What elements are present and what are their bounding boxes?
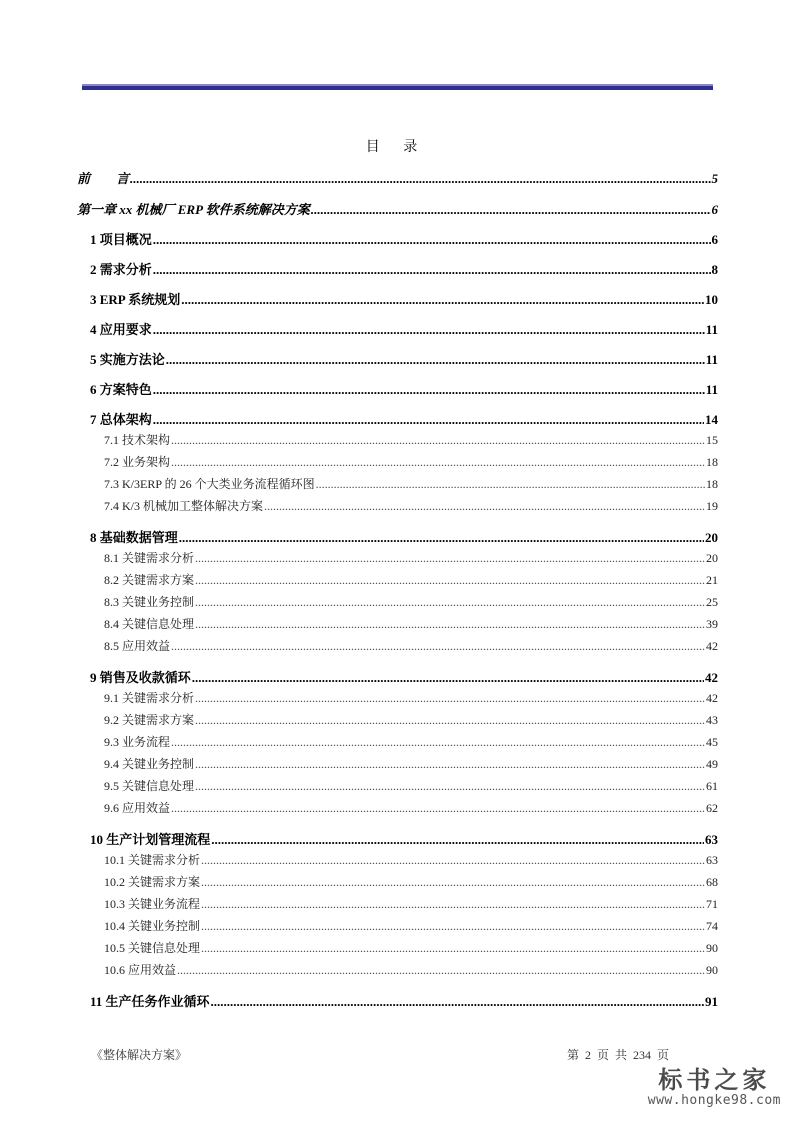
toc-dot-leader xyxy=(195,595,705,610)
footer-page-info: 第 2 页 共 234 页 xyxy=(567,1048,670,1062)
toc-entry[interactable] xyxy=(77,733,718,753)
toc-entry-label: 2 需求分析 xyxy=(90,262,152,277)
toc-entry-page-number: 74 xyxy=(706,919,718,933)
toc-entry-page-number: 15 xyxy=(706,433,718,447)
toc-entry[interactable] xyxy=(77,961,718,981)
toc-entry-label: 7 总体架构 xyxy=(90,412,152,427)
toc-entry-page-number: 14 xyxy=(705,412,718,427)
toc-entry-label: 3 ERP 系统规划 xyxy=(90,292,181,307)
toc-entry[interactable] xyxy=(77,409,718,429)
toc-entry[interactable] xyxy=(77,379,718,399)
toc-entry-label: 8.4 关键信息处理 xyxy=(104,617,195,631)
toc-entry[interactable] xyxy=(77,711,718,731)
toc-entry-label: 1 项目概况 xyxy=(90,232,152,247)
toc-entry[interactable] xyxy=(77,667,718,687)
toc-dot-leader xyxy=(195,573,705,588)
toc-dot-leader xyxy=(201,919,705,934)
toc-entry-label: 8.5 应用效益 xyxy=(104,639,171,653)
toc-entry-label: 8.2 关键需求方案 xyxy=(104,573,195,587)
toc-entry[interactable] xyxy=(77,259,718,279)
toc-dot-leader xyxy=(153,382,705,398)
toc-entry-page-number: 45 xyxy=(706,735,718,749)
toc-entry-page-number: 90 xyxy=(706,941,718,955)
toc-entry-page-number: 25 xyxy=(706,595,718,609)
toc-entry-page-number: 21 xyxy=(706,573,718,587)
toc-entry-label: 8.1 关键需求分析 xyxy=(104,551,195,565)
toc-entry-page-number: 8 xyxy=(711,262,718,277)
toc-dot-leader xyxy=(179,530,704,546)
toc-dot-leader xyxy=(195,617,705,632)
toc-entry-page-number: 11 xyxy=(705,352,718,367)
toc-entry[interactable] xyxy=(77,571,718,591)
toc-entry[interactable] xyxy=(77,349,718,369)
toc-entry-page-number: 5 xyxy=(711,171,718,186)
toc-entry[interactable] xyxy=(77,777,718,797)
toc-dot-leader xyxy=(153,262,711,278)
toc-entry-page-number: 18 xyxy=(706,477,718,491)
toc-entry[interactable] xyxy=(77,475,718,495)
watermark-url: www.hongke98.com xyxy=(647,1093,781,1108)
toc-entry[interactable] xyxy=(77,637,718,657)
toc-dot-leader xyxy=(166,352,705,368)
toc-dot-leader xyxy=(195,551,705,566)
toc-entry-label: 10.1 关键需求分析 xyxy=(104,853,201,867)
toc-dot-leader xyxy=(201,897,705,912)
toc-entry-page-number: 18 xyxy=(706,455,718,469)
toc-dot-leader xyxy=(153,322,705,338)
toc-entry-page-number: 6 xyxy=(711,202,718,217)
toc-entry-label: 8.3 关键业务控制 xyxy=(104,595,195,609)
toc-entry-label: 10.2 关键需求方案 xyxy=(104,875,201,889)
toc-entry-label: 9.1 关键需求分析 xyxy=(104,691,195,705)
toc-dot-leader xyxy=(153,232,711,248)
toc-entry-page-number: 20 xyxy=(705,530,718,545)
toc-entry-page-number: 71 xyxy=(706,897,718,911)
toc-dot-leader xyxy=(192,670,704,686)
toc-entry-page-number: 19 xyxy=(706,499,718,513)
toc-entry-page-number: 39 xyxy=(706,617,718,631)
toc-entry-page-number: 20 xyxy=(706,551,718,565)
toc-entry[interactable] xyxy=(77,615,718,635)
toc-entry[interactable] xyxy=(77,873,718,893)
toc-entry[interactable] xyxy=(77,829,718,849)
toc-entry-page-number: 42 xyxy=(706,691,718,705)
toc-entry-label: 10.3 关键业务流程 xyxy=(104,897,201,911)
toc-entry-label: 7.4 K/3 机械加工整体解决方案 xyxy=(104,499,264,513)
toc-entry-label: 9 销售及收款循环 xyxy=(90,670,191,685)
toc-entry-page-number: 63 xyxy=(706,853,718,867)
toc-entry-page-number: 90 xyxy=(706,963,718,977)
toc-dot-leader xyxy=(201,875,705,890)
toc-entry-label: 5 实施方法论 xyxy=(90,352,165,367)
toc-entry-page-number: 63 xyxy=(705,832,718,847)
toc-entry-page-number: 68 xyxy=(706,875,718,889)
footer-document-name: 《整体解决方案》 xyxy=(91,1048,188,1062)
toc-entry-label: 9.6 应用效益 xyxy=(104,801,171,815)
toc-entry-page-number: 43 xyxy=(706,713,718,727)
toc-entry[interactable] xyxy=(77,527,718,547)
toc-dot-leader xyxy=(201,941,705,956)
toc-entry[interactable] xyxy=(77,851,718,871)
toc-dot-leader xyxy=(195,713,705,728)
toc-entry[interactable] xyxy=(77,497,718,517)
toc-entry[interactable] xyxy=(77,689,718,709)
toc-entry[interactable] xyxy=(77,289,718,309)
toc-entry[interactable] xyxy=(77,431,718,451)
watermark xyxy=(648,1067,781,1109)
toc-dot-leader xyxy=(130,171,710,187)
toc-entry-label: 10.6 应用效益 xyxy=(104,963,177,977)
toc-dot-leader xyxy=(181,292,704,308)
toc-entry[interactable] xyxy=(77,917,718,937)
toc-entry-label: 7.1 技术架构 xyxy=(104,433,171,447)
toc-entry-page-number: 91 xyxy=(705,994,718,1009)
toc-entry-label: 9.5 关键信息处理 xyxy=(104,779,195,793)
toc-entry[interactable] xyxy=(77,229,718,249)
header-rule-dark xyxy=(82,86,713,90)
toc-entry-page-number: 10 xyxy=(705,292,718,307)
toc-entry-label: 10 生产计划管理流程 xyxy=(90,832,211,847)
toc-entry-label: 8 基础数据管理 xyxy=(90,530,178,545)
toc-entry[interactable] xyxy=(77,991,718,1011)
toc-entry-page-number: 62 xyxy=(706,801,718,815)
toc-entry-label: 10.5 关键信息处理 xyxy=(104,941,201,955)
toc-entry[interactable] xyxy=(77,319,718,339)
toc-entry-label: 10.4 关键业务控制 xyxy=(104,919,201,933)
toc-entry-page-number: 49 xyxy=(706,757,718,771)
toc-dot-leader xyxy=(171,801,705,816)
toc-dot-leader xyxy=(195,779,705,794)
toc-entry[interactable] xyxy=(77,939,718,959)
toc-dot-leader xyxy=(171,433,705,448)
toc-entry[interactable] xyxy=(77,799,718,819)
toc-entry-label: 7.3 K/3ERP 的 26 个大类业务流程循环图 xyxy=(104,477,315,491)
toc-dot-leader xyxy=(171,639,705,654)
toc-entry-label: 前 言 xyxy=(77,171,130,186)
toc-dot-leader xyxy=(264,499,705,514)
toc-dot-leader xyxy=(171,735,705,750)
toc-entry-label: 6 方案特色 xyxy=(90,382,152,397)
toc-entry-label: 9.4 关键业务控制 xyxy=(104,757,195,771)
toc-entry-label: 4 应用要求 xyxy=(90,322,152,337)
toc-entry[interactable] xyxy=(77,549,718,569)
toc-dot-leader xyxy=(153,412,704,428)
toc-dot-leader xyxy=(201,853,705,868)
toc-entry[interactable] xyxy=(77,895,718,915)
toc-dot-leader xyxy=(311,202,711,218)
toc-dot-leader xyxy=(195,757,705,772)
toc-entry[interactable] xyxy=(77,168,718,188)
toc-dot-leader xyxy=(211,832,704,848)
toc-dot-leader xyxy=(316,477,705,492)
toc-entry[interactable] xyxy=(77,199,718,219)
toc-dot-leader xyxy=(211,994,704,1010)
toc-entry-label: 11 生产任务作业循环 xyxy=(90,994,210,1009)
toc-entry-page-number: 11 xyxy=(705,322,718,337)
toc-entry-label: 9.2 关键需求方案 xyxy=(104,713,195,727)
toc-dot-leader xyxy=(171,455,705,470)
toc-title: 目 录 xyxy=(365,140,428,155)
toc-entry[interactable] xyxy=(77,755,718,775)
toc-entry-label: 7.2 业务架构 xyxy=(104,455,171,469)
toc-dot-leader xyxy=(195,691,705,706)
toc-entry-label: 第一章 xx 机械厂 ERP 软件系统解决方案 xyxy=(77,202,310,217)
toc-entry-page-number: 42 xyxy=(705,670,718,685)
toc-entry-page-number: 11 xyxy=(705,382,718,397)
toc-entry-page-number: 42 xyxy=(706,639,718,653)
watermark-title: 标书之家 xyxy=(658,1066,771,1094)
toc-entry-page-number: 6 xyxy=(711,232,718,247)
toc-entry[interactable] xyxy=(77,453,718,473)
toc-entry-page-number: 61 xyxy=(706,779,718,793)
toc-entry-label: 9.3 业务流程 xyxy=(104,735,171,749)
header-rule xyxy=(82,84,713,90)
toc-dot-leader xyxy=(177,963,705,978)
toc-entry[interactable] xyxy=(77,593,718,613)
